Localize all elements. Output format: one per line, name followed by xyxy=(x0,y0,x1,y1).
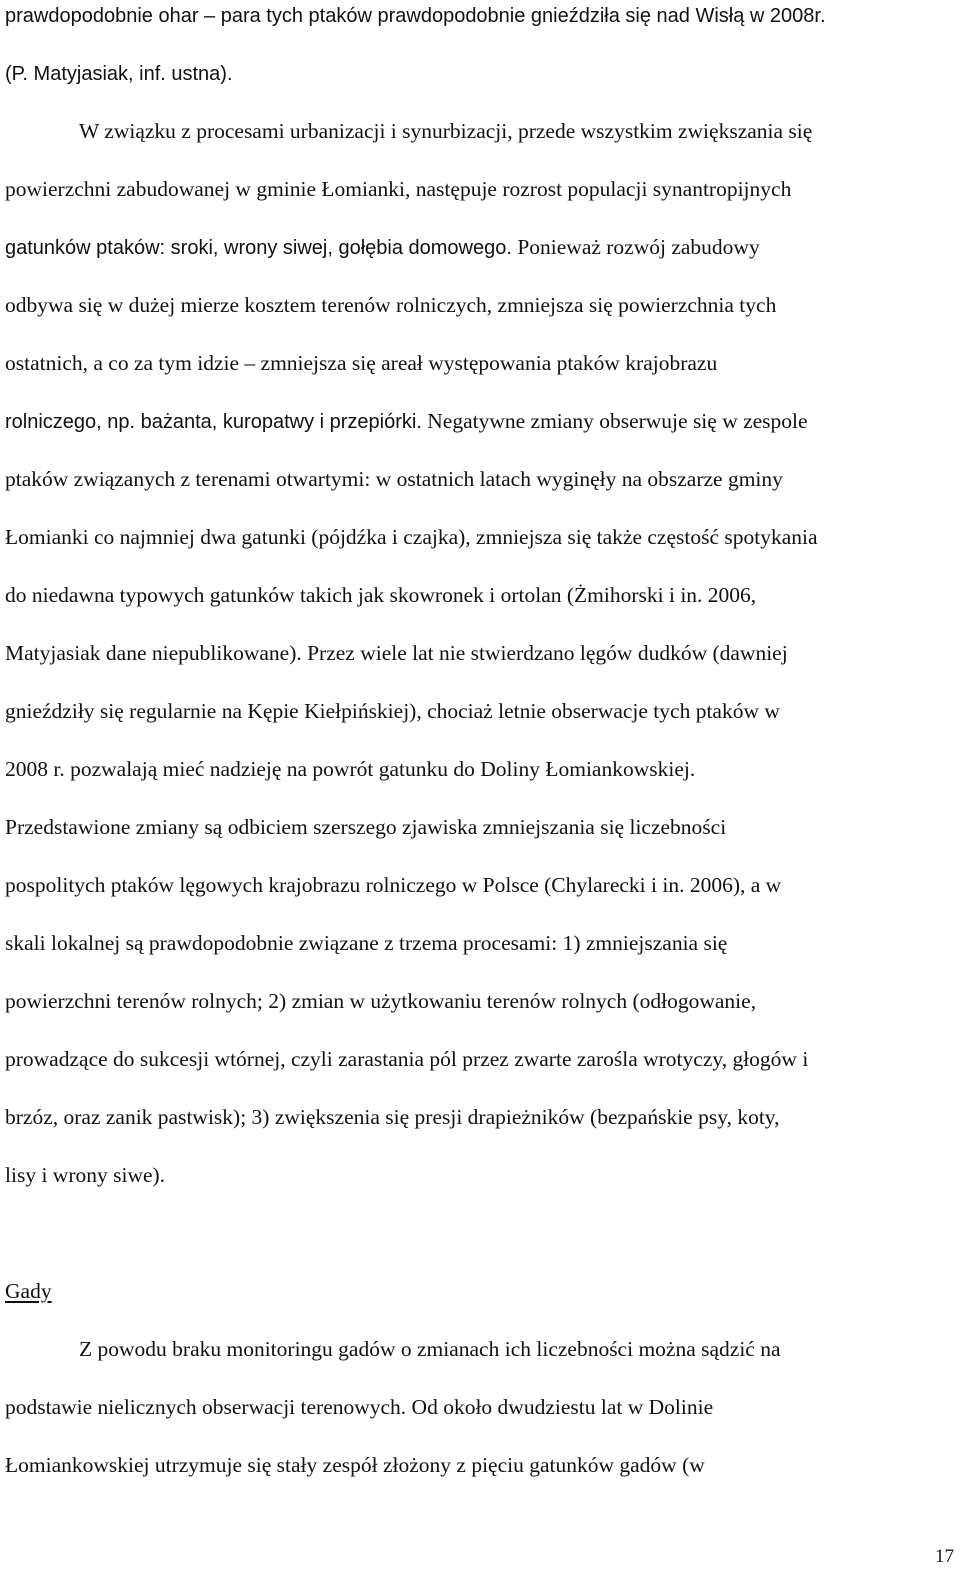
text-segment: Matyjasiak dane niepublikowane). Przez wiele lat nie stwierdzano lęgów dudków (dawniej xyxy=(5,641,788,665)
text-segment: pospolitych ptaków lęgowych krajobrazu rolniczego w Polsce (Chylarecki i in. 2006), a w xyxy=(5,873,782,897)
text-segment: powierzchni zabudowanej w gminie Łomianki, następuje rozrost populacji synantropijnych xyxy=(5,177,792,201)
text-line xyxy=(5,698,780,724)
text-segment: Z powodu braku monitoringu gadów o zmianach ich liczebności można sądzić na xyxy=(79,1337,781,1361)
text-segment: powierzchni terenów rolnych; 2) zmian w użytkowaniu terenów rolnych (odłogowanie, xyxy=(5,989,757,1013)
text-segment: prowadzące do sukcesji wtórnej, czyli zarastania pól przez zwarte zarośla wrotyczy, głogów i xyxy=(5,1047,809,1071)
section-heading: Gady xyxy=(5,1279,52,1303)
text-segment: gatunków ptaków: sroki, wrony siwej, gołębia domowego. xyxy=(5,237,512,259)
text-segment: ostatnich, a co za tym idzie – zmniejsza się areał występowania ptaków krajobrazu xyxy=(5,351,718,375)
text-line xyxy=(5,60,233,87)
text-line xyxy=(5,2,826,29)
text-line xyxy=(5,1104,780,1130)
text-segment: Łomiankowskiej utrzymuje się stały zespół złożony z pięciu gatunków gadów (w xyxy=(5,1453,705,1477)
text-line xyxy=(5,176,791,202)
text-segment: W związku z procesami urbanizacji i synurbizacji, przede wszystkim zwiększania się xyxy=(79,119,813,143)
text-segment: podstawie nielicznych obserwacji terenowych. Od około dwudziestu lat w Dolinie xyxy=(5,1395,714,1419)
text-line xyxy=(5,1452,705,1478)
text-line xyxy=(5,1046,808,1072)
text-segment: rolniczego, np. bażanta, kuropatwy i przepiórki. xyxy=(5,411,422,433)
text-segment: ptaków związanych z terenami otwartymi: w ostatnich latach wyginęły na obszarze gminy xyxy=(5,467,783,491)
text-line xyxy=(5,234,760,261)
text-segment: odbywa się w dużej mierze kosztem terenów rolniczych, zmniejsza się powierzchnia tych xyxy=(5,293,777,317)
text-segment: gnieździły się regularnie na Kępie Kiełpińskiej), chociaż letnie obserwacje tych ptaków w xyxy=(5,699,780,723)
text-line xyxy=(5,814,726,840)
text-segment: lisy i wrony siwe). xyxy=(5,1163,166,1187)
paragraph-first-line xyxy=(79,1336,781,1362)
text-line xyxy=(5,756,695,782)
text-line xyxy=(5,466,783,492)
text-line xyxy=(5,582,756,608)
text-segment: (P. Matyjasiak, inf. ustna). xyxy=(5,63,233,85)
paragraph-first-line xyxy=(79,118,812,144)
text-line xyxy=(5,930,727,956)
text-line xyxy=(5,350,717,376)
text-line xyxy=(5,640,788,666)
text-segment: prawdopodobnie ohar – para tych ptaków prawdopodobnie gnieździła się nad Wisłą w 2008r. xyxy=(5,5,826,27)
text-segment: do niedawna typowych gatunków takich jak skowronek i ortolan (Żmihorski i in. 2006, xyxy=(5,583,757,607)
text-segment: Przedstawione zmiany są odbiciem szerszego zjawiska zmniejszania się liczebności xyxy=(5,815,727,839)
text-line xyxy=(5,524,818,550)
text-segment: Ponieważ rozwój zabudowy xyxy=(511,235,760,259)
text-segment: 2008 r. pozwalają mieć nadzieję na powrót gatunku do Doliny Łomiankowskiej. xyxy=(5,757,696,781)
page-number: 17 xyxy=(935,1546,954,1567)
text-line xyxy=(5,872,781,898)
text-segment: brzóz, oraz zanik pastwisk); 3) zwiększenia się presji drapieżników (bezpańskie psy, koty, xyxy=(5,1105,780,1129)
text-segment: Negatywne zmiany obserwuje się w zespole xyxy=(421,409,808,433)
text-line xyxy=(5,408,808,435)
text-line xyxy=(5,1394,713,1420)
text-line xyxy=(5,988,756,1014)
text-segment: skali lokalnej są prawdopodobnie związane z trzema procesami: 1) zmniejszania się xyxy=(5,931,728,955)
text-line xyxy=(5,292,776,318)
text-segment: Łomianki co najmniej dwa gatunki (pójdźka i czajka), zmniejsza się także częstość spotykania xyxy=(5,525,818,549)
text-line xyxy=(5,1162,165,1188)
